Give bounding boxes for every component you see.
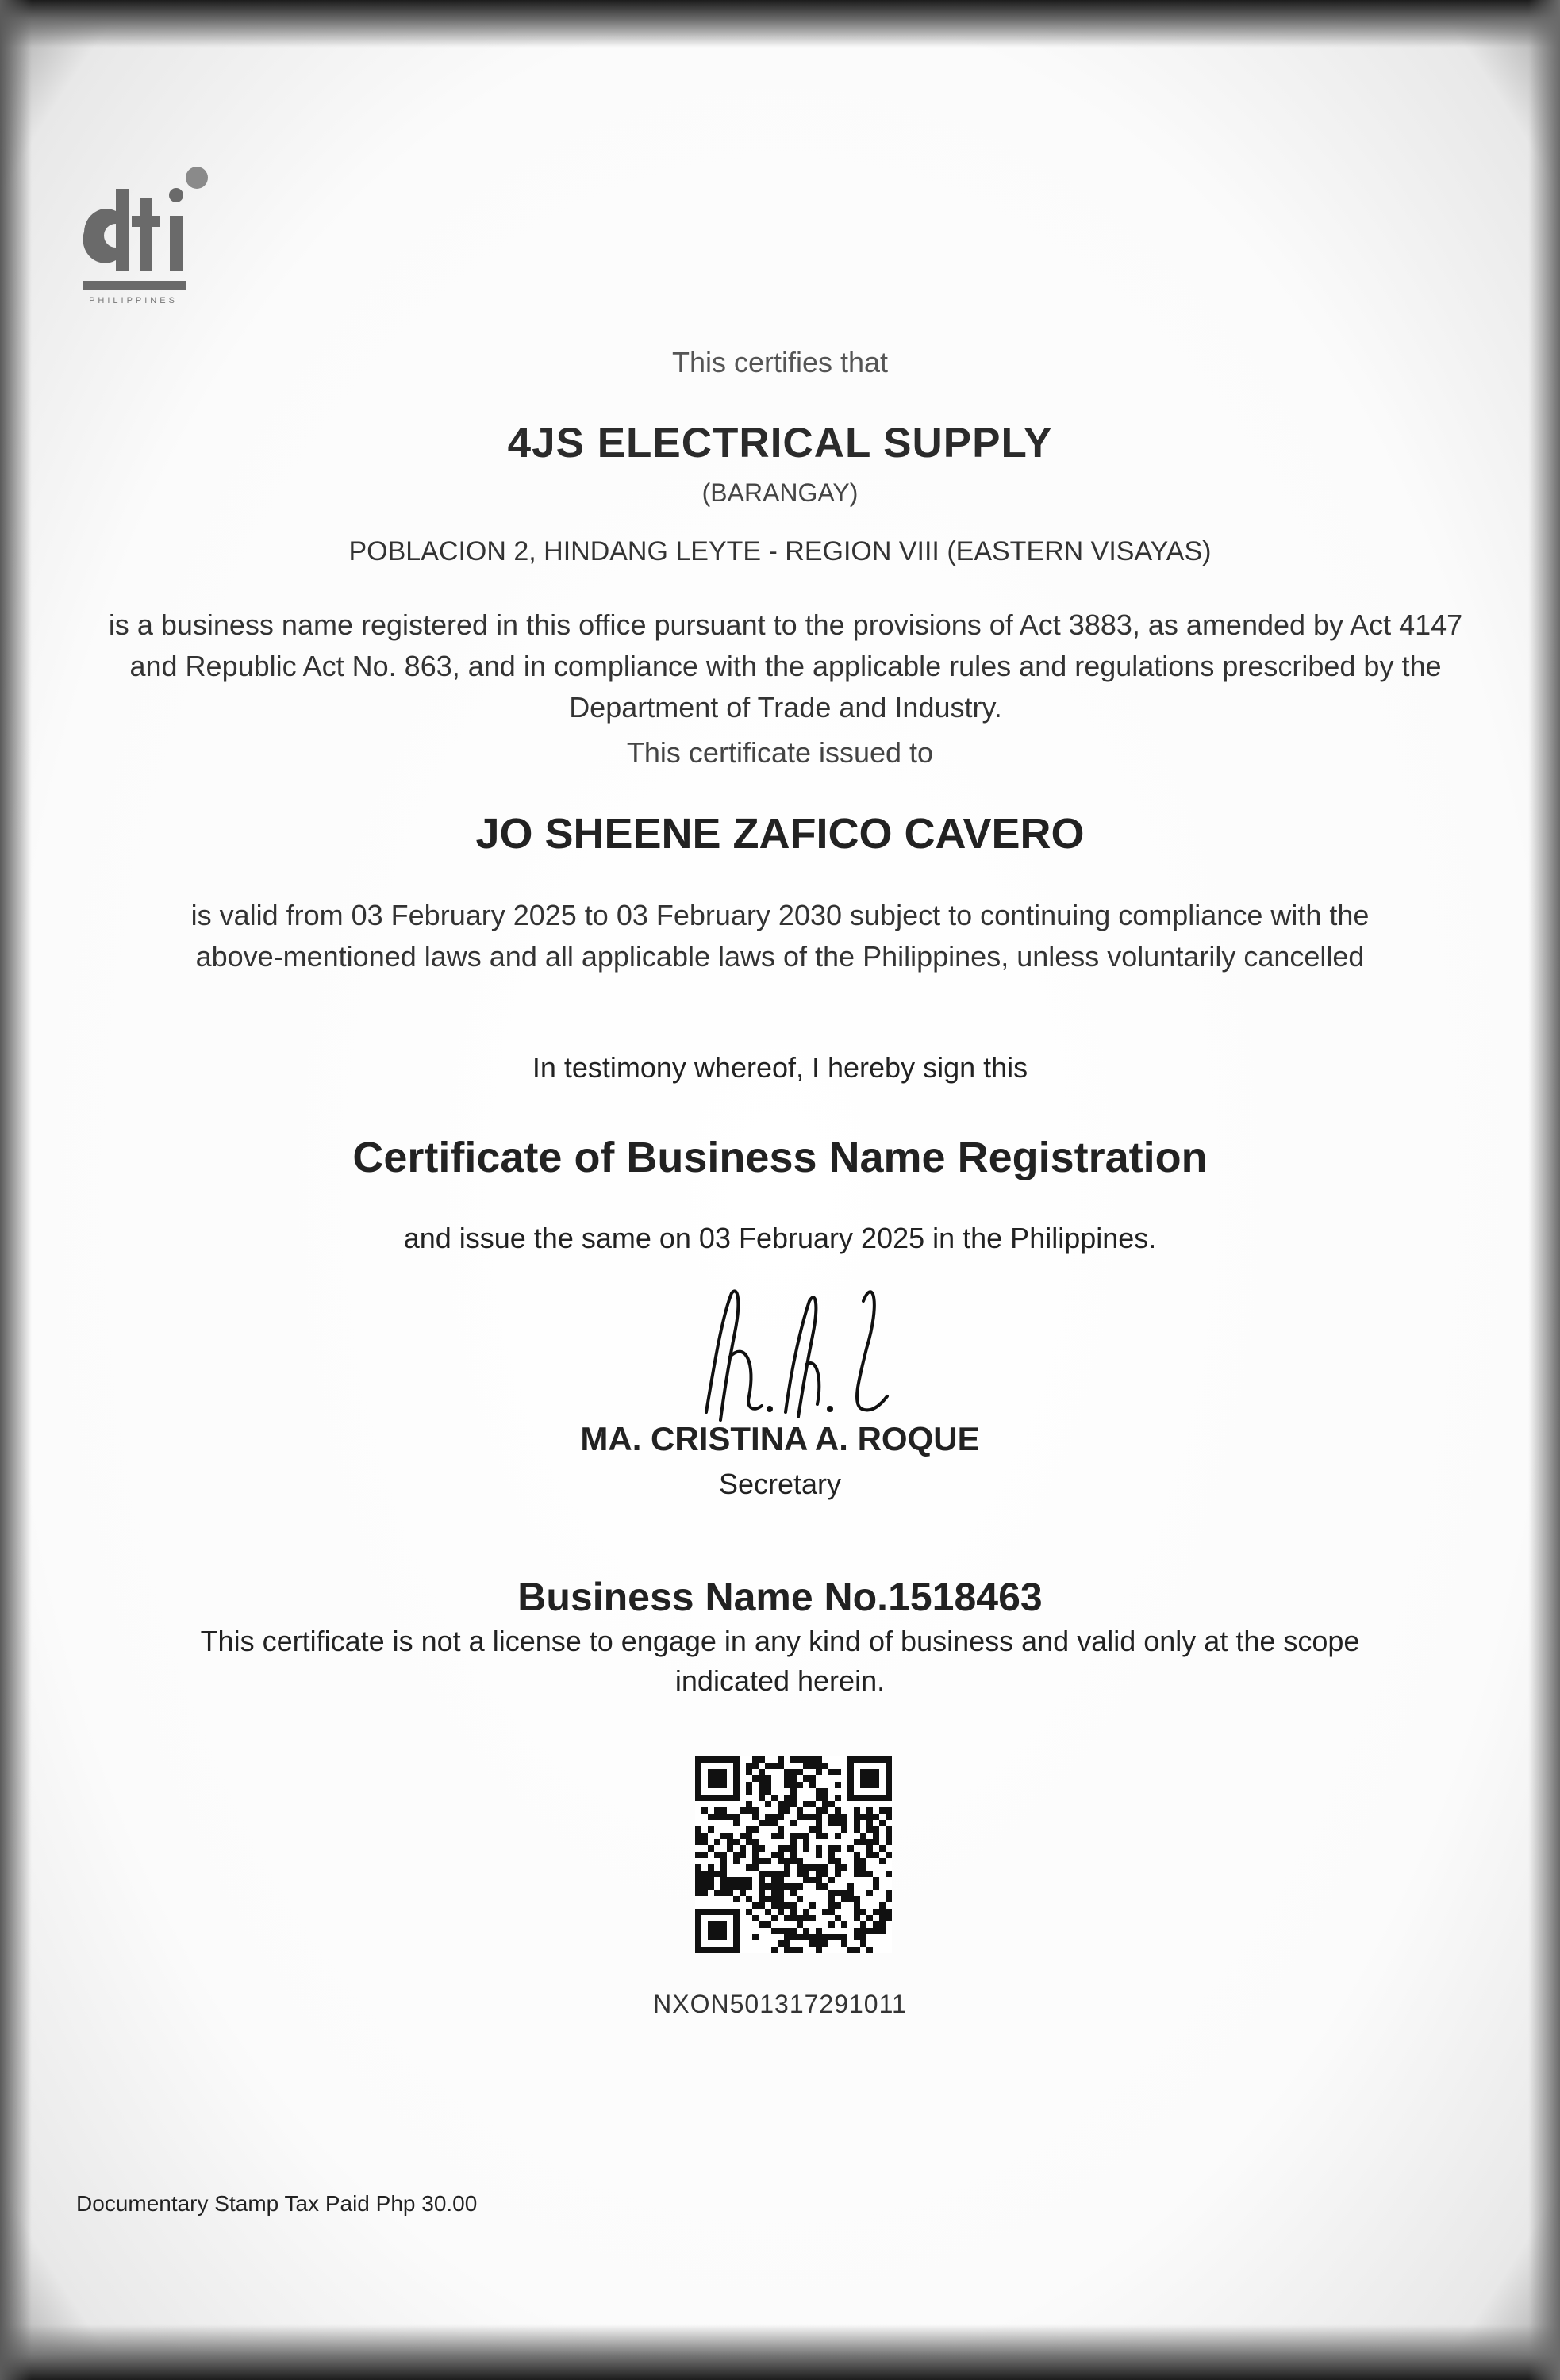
registration-statement: is a business name registered in this office pursuant to the provisions of Act 3883, as amended by Act 4147 and Republic Act No. 863, and in compliance with the applicable rules and regulations prescribed by the Department of Trade and Industry. — [108, 608, 1463, 724]
testimony-text: In testimony whereof, I hereby sign this — [532, 1051, 1028, 1084]
dti-logo-icon — [78, 143, 244, 309]
logo-country-text: PHILIPPINES — [89, 296, 178, 305]
issue-statement: and issue the same on 03 February 2025 in the Philippines. — [403, 1222, 1157, 1254]
scan-edge-bottom — [0, 2324, 1560, 2380]
issued-to-label: This certificate issued to — [626, 736, 934, 769]
business-address: POBLACION 2, HINDANG LEYTE - REGION VIII (EASTERN VISAYAS) — [348, 536, 1212, 566]
disclaimer-text: This certificate is not a license to engage in any kind of business and valid only at the scope indicated herein. — [200, 1625, 1360, 1697]
signatory-name: MA. CRISTINA A. ROQUE — [580, 1420, 980, 1457]
business-scope: (BARANGAY) — [701, 478, 859, 507]
certifies-text: This certifies that — [671, 346, 889, 378]
qr-code-icon — [695, 1756, 892, 1953]
business-name: 4JS ELECTRICAL SUPPLY — [507, 420, 1053, 466]
signatory-title: Secretary — [718, 1468, 842, 1500]
certificate-title: Certificate of Business Name Registration — [352, 1134, 1208, 1181]
owner-name: JO SHEENE ZAFICO CAVERO — [475, 810, 1085, 858]
logo-brand-text: dti — [78, 143, 79, 144]
scan-edge-top — [0, 0, 1560, 48]
business-name-number: Business Name No.1518463 — [517, 1575, 1043, 1619]
signature-icon — [682, 1269, 905, 1428]
validity-statement: is valid from 03 February 2025 to 03 February 2030 subject to continuing compliance with the above-mentioned laws and all applicable laws of the Philippines, unless voluntarily cancelled — [190, 899, 1370, 973]
stamp-tax-text: Documentary Stamp Tax Paid Php 30.00 — [76, 2191, 478, 2216]
qr-code-text: NXON501317291011 — [653, 1990, 907, 2018]
